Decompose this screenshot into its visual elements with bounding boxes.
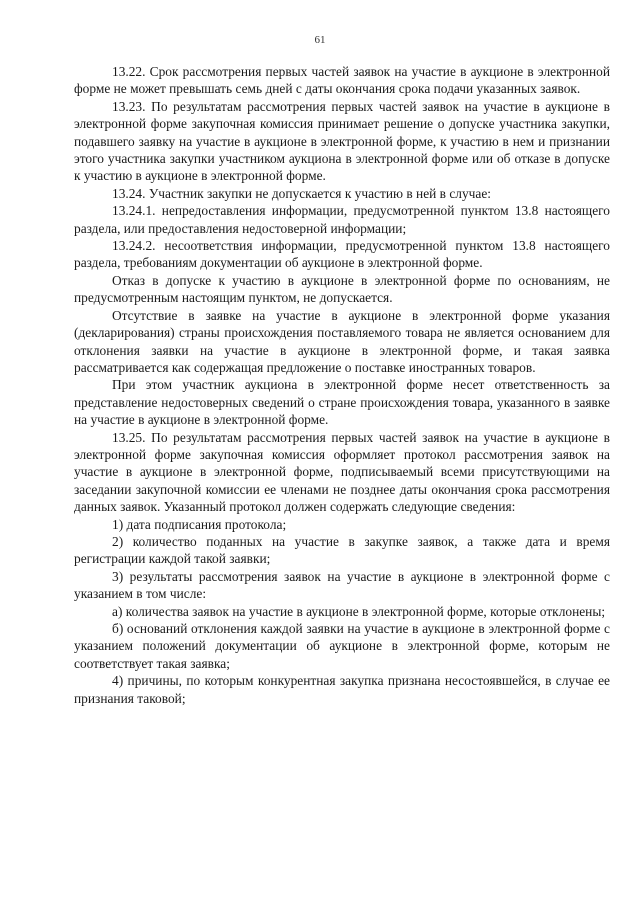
paragraph: При этом участник аукциона в электронной форме несет ответственность за представление недостоверных сведений о стране происхождения товара, указанного в заявке на участие в аукционе в электронной форме. bbox=[74, 377, 610, 428]
paragraph: 13.24.2. несоответствия информации, предусмотренной пунктом 13.8 настоящего раздела, требованиям документации об аукционе в электронной форме. bbox=[74, 238, 610, 271]
document-body bbox=[74, 63, 610, 707]
paragraph: 13.25. По результатам рассмотрения первых частей заявок на участие в аукционе в электронной форме закупочная комиссия оформляет протокол рассмотрения заявок на участие в аукционе в электронной форме, подписываемый всеми присутствующими на заседании закупочной комиссии ее членами не позднее даты окончания срока рассмотрения данных заявок. Указанный протокол должен содержать следующие сведения: bbox=[74, 429, 610, 515]
paragraph: 4) причины, по которым конкурентная закупка признана несостоявшейся, в случае ее признания таковой; bbox=[74, 673, 610, 706]
paragraph: 2) количество поданных на участие в закупке заявок, а также дата и время регистрации каждой такой заявки; bbox=[74, 533, 610, 567]
paragraph: 13.24.1. непредоставления информации, предусмотренной пунктом 13.8 настоящего раздела, или предоставления недостоверной информации; bbox=[74, 203, 610, 236]
page-number: 61 bbox=[314, 34, 326, 46]
paragraph: Отказ в допуске к участию в аукционе в электронной форме по основаниям, не предусмотренным настоящим пунктом, не допускается. bbox=[74, 272, 610, 306]
paragraph: а) количества заявок на участие в аукционе в электронной форме, которые отклонены; bbox=[112, 603, 606, 619]
paragraph: 13.22. Срок рассмотрения первых частей заявок на участие в аукционе в электронной форме не может превышать семь дней с даты окончания срока подачи указанных заявок. bbox=[74, 64, 610, 97]
paragraph: б) оснований отклонения каждой заявки на участие в аукционе в электронной форме с указанием положений документации об аукционе в электронной форме, которым не соответствует такая заявка; bbox=[74, 621, 610, 671]
paragraph: 1) дата подписания протокола; bbox=[112, 516, 287, 532]
paragraph: 13.23. По результатам рассмотрения первых частей заявок на участие в аукционе в электронной форме закупочная комиссия принимает решение о допуске участника закупки, подавшего заявку на участие в аукционе в электронной форме, к участию в нем и признании этого участника закупки участником аукциона в электронной форме или об отказе в допуске к участию в аукционе в электронной форме. bbox=[74, 98, 610, 184]
paragraph: 3) результаты рассмотрения заявок на участие в аукционе в электронной форме с указанием в том числе: bbox=[74, 568, 610, 602]
paragraph: Отсутствие в заявке на участие в аукционе в электронной форме указания (декларирования) страны происхождения поставляемого товара не является основанием для отклонения заявки на участие в аукционе в электронной форме, и такая заявка рассматривается как содержащая предложение о поставке иностранных товаров. bbox=[74, 307, 610, 375]
paragraph: 13.24. Участник закупки не допускается к участию в ней в случае: bbox=[112, 185, 491, 201]
